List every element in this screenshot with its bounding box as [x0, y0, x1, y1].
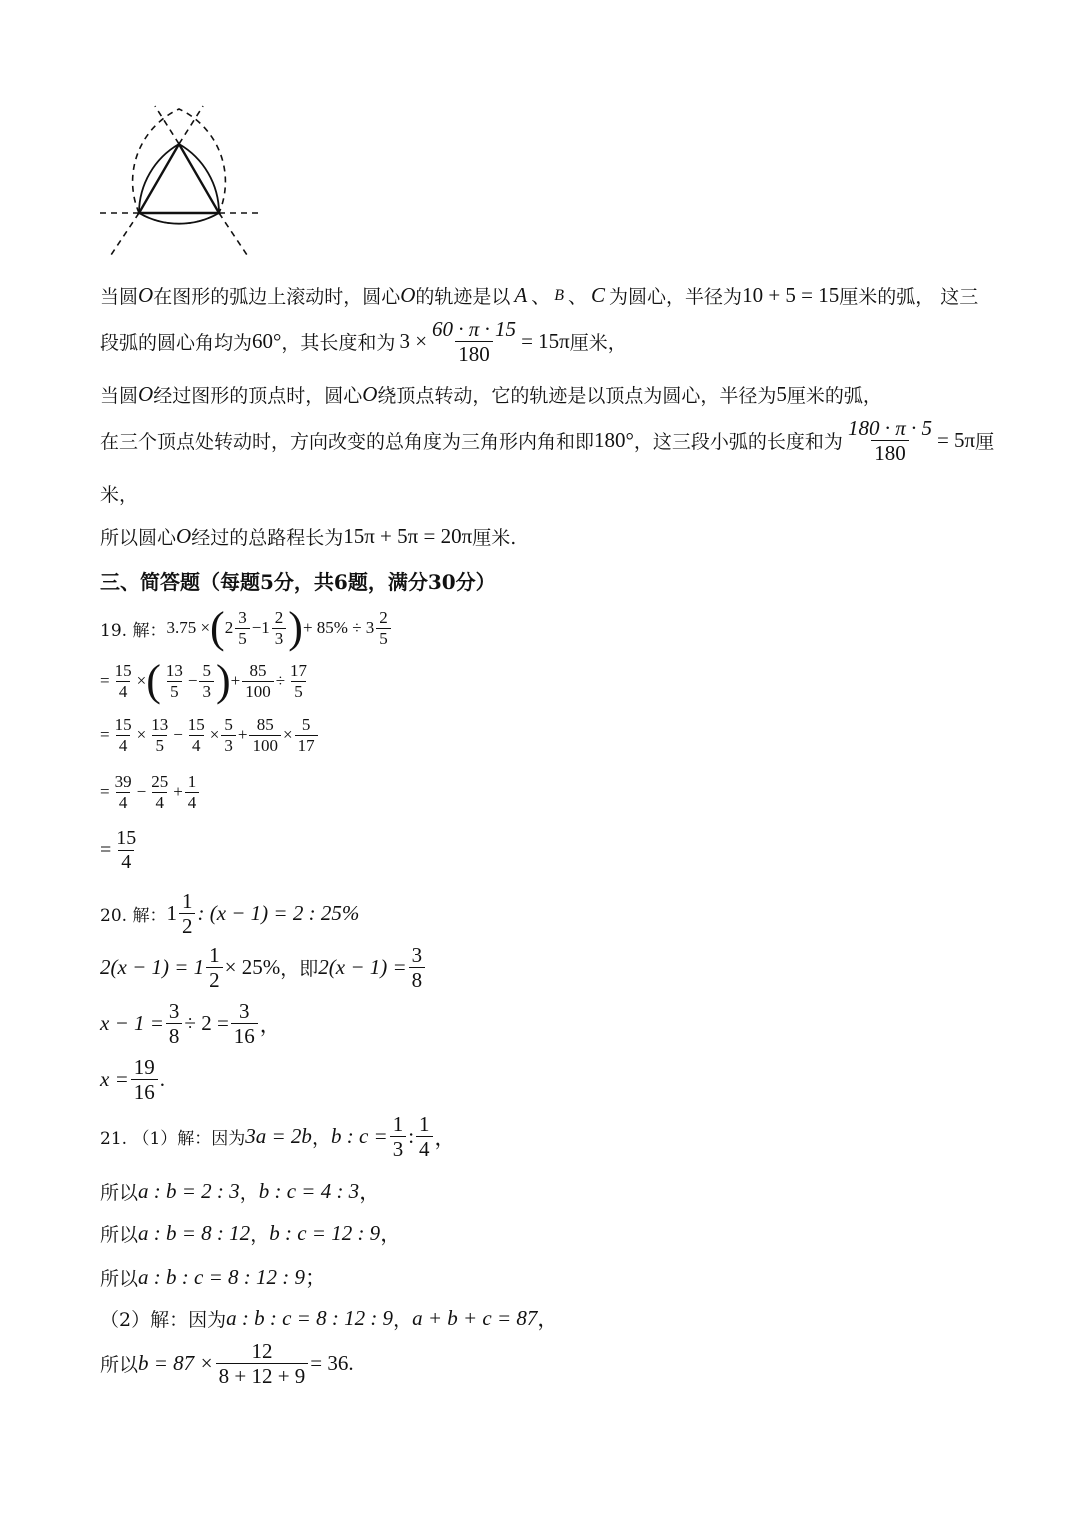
q19-line-4: = $\frac{39}{4}$ − $\frac{25}{4}$ + $\frac{1}{4}$: [100, 773, 201, 812]
q19-line-2: = $\frac{15}{4}$ × ( $\frac{13}{5}$ − $\frac{5}{3}$ ) + $\frac{85}{100}$ ÷ $\frac{17}{5}$: [100, 656, 308, 705]
q20-line-3: x − 1 = $\frac{3}{8}$ ÷ 2 = $\frac{3}{16}$ ，: [100, 999, 281, 1049]
q20-line-1: 20. 解： 1 $\frac{1}{2}$ : (x − 1) = 2 : 25%: [100, 889, 360, 939]
dashed-tangent-line-lower-left: [109, 213, 139, 258]
solution-paragraph-5: 所以圆心 O 经过的总路程长为 15π + 5π = 20π 厘米.: [100, 524, 517, 549]
dashed-tangent-line-upper-left: [155, 106, 179, 144]
fraction: $\frac{60 \cdot \pi \cdot 15}{180}$: [432, 317, 517, 367]
q20-line-2: 2(x − 1) = 1 $\frac{1}{2}$ × 25% ，即 2(x − 1) = $\frac{3}{8}$: [100, 944, 427, 991]
q21-line-2: 所以 a : b = 2 : 3 ， b : c = 4 : 3 ，: [100, 1178, 381, 1204]
reuleaux-arcs: [139, 144, 219, 224]
q21-line-6: 所以 b = 87 × $\frac{12}{8 + 12 + 9}$ = 36 .: [100, 1339, 354, 1389]
triangle: [139, 144, 219, 213]
dashed-tangent-line-upper-right: [179, 106, 203, 144]
solution-paragraph-4: 在三个顶点处转动时，方向改变的总角度为三角形内角和即 180° ，这三段小弧的长度和为 $\frac{180 \cdot \pi \cdot 5}{180}$ = 5π 厘: [100, 416, 995, 466]
solution-paragraph-2: 段弧的圆心角均为 60° ，其长度和为 3 × $\frac{60 \cdot \pi \cdot 15}{180}$ = 15π 厘米，: [100, 317, 627, 367]
rolling-circle-figure: [92, 100, 267, 270]
q19-line-5: = $\frac{15}{4}$: [100, 827, 137, 873]
q20-line-4: x = $\frac{19}{16}$ .: [100, 1055, 165, 1105]
outer-dashed-boundary: [133, 109, 226, 224]
fraction: $\frac{180 \cdot \pi \cdot 5}{180}$: [847, 416, 932, 466]
q21-line-5: （2）解：因为 a : b : c = 8 : 12 : 9 ， a + b + c = 87 ，: [100, 1305, 559, 1331]
solution-paragraph-1: 当圆 O 在图形的弧边上滚动时，圆心 O 的轨迹是以 A 、 B 、 C 为圆心，半径为 10 + 5 = 15 厘米的弧， 这三: [100, 283, 979, 308]
solution-paragraph-3: 当圆 O 经过图形的顶点时，圆心 O 绕顶点转动，它的轨迹是以顶点为圆心，半径为 5 厘米的弧，: [100, 382, 882, 407]
q21-line-4: 所以 a : b : c = 8 : 12 : 9 ；: [100, 1264, 326, 1290]
q21-line-1: 21. （1）解：因为 3a = 2b ， b : c = $\frac{1}{3}$ : $\frac{1}{4}$ ，: [100, 1112, 456, 1162]
section-heading: 三、简答题（每题5分，共6题，满分30分）: [100, 570, 496, 594]
q21-line-3: 所以 a : b = 8 : 12 ， b : c = 12 : 9 ，: [100, 1220, 402, 1246]
q19-line-1: 19. 解： 3.75 × ( 2 $\frac{3}{5}$ − 1 $\frac{2}{3}$ ) + 85% ÷ 3 $\frac{2}{5}$: [100, 606, 393, 650]
q19-line-3: = $\frac{15}{4}$ × $\frac{13}{5}$ − $\frac{15}{4}$ × $\frac{5}{3}$ + $\frac{85}{100}$ × $\frac{5}{17}$: [100, 716, 320, 755]
solution-paragraph-4-cont: 米，: [100, 484, 139, 506]
dashed-tangent-line-lower-right: [219, 213, 249, 258]
